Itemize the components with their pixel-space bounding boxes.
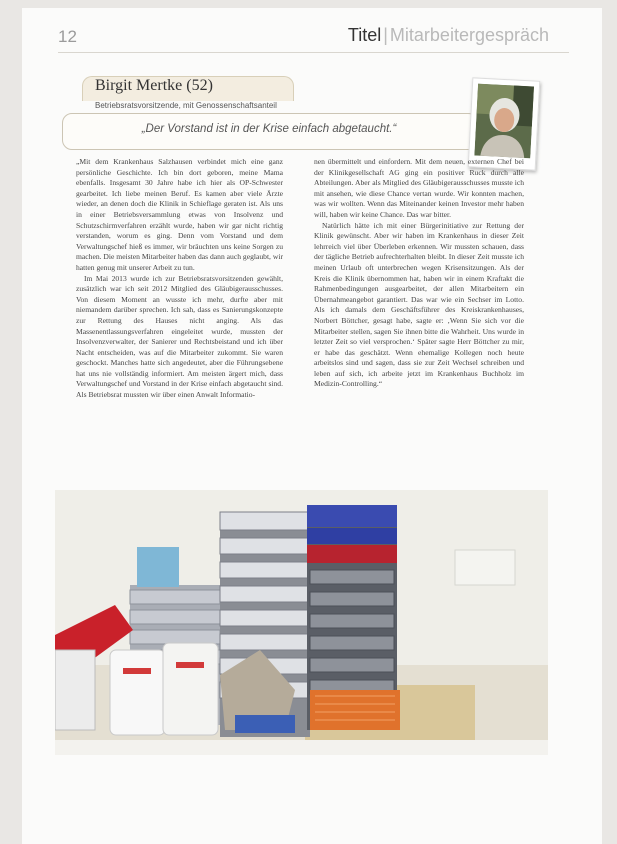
section-header	[348, 25, 549, 46]
page-number: 12	[58, 27, 77, 46]
section-separator: |	[383, 25, 388, 45]
person-role: Betriebsratsvorsitzende, mit Genossenschaftsanteil	[95, 101, 277, 110]
section-subtitle: Mitarbeitergespräch	[389, 25, 549, 45]
article-paragraph: nen übermittelt und einfordern. Mit dem neuen, externen Chef bei der Klinikgesellschaft AG ging ein positiver Ruck durch alle Abteilungen. Aber als Mitglied des Gläubigerausschusses musste ich mit ansehen, wie diese Chance vertan wurde. Wir konnten machen, was wir wollten. Wenn das Miteinander keinen Investor mehr haben will, haben wir keine Chance. Das war bitter.	[314, 157, 524, 219]
article-paragraph: „Mit dem Krankenhaus Salzhausen verbindet mich eine ganz persönliche Geschichte. Ich bin dort geboren, meine Mama ebenfalls. Insgesamt 30 Jahre habe ich hier als OP-Schwester gearbeitet. Ich liebe meinen Beruf. Es kamen aber viele Ärzte wieder, an denen doch die Klinik in Schieflage geraten ist. Als uns in einer Betriebsversammlung etwas von Insolvenz und Schutzschirmverfahren erzählt wurde, haben wir gar nicht richtig verstanden, worum es ging. Denn vom Vorstand und dem Verwaltungschef hieß es immer, wir bräuchten uns keine Sorgen zu machen. Die meisten Mitarbeiter haben das dann auch geglaubt, wir hatten genug mit unserer Arbeit zu tun.	[76, 157, 283, 272]
person-name: Birgit Mertke (52)	[95, 77, 213, 94]
header-rule	[58, 52, 569, 53]
section-title: Titel	[347, 25, 382, 45]
article-paragraph: Natürlich hätte ich mit einer Bürgerinitiative zur Rettung der Klinik gewünscht. Aber wir haben im Krankenhaus in dieser Zeit lehrreich viel über Überleben erkennen. Wir mussten schauen, dass der tägliche Betrieb aufrechterhalten bleibt. In dieser Zeit musste ich meinen Urlaub oft unterbrechen wegen Krisensitzungen. Als der Kreis die Klinik übernommen hat, haben wir in einem Kraftakt die Rahmenbedingungen ausgearbeitet, der allen Mitarbeitern ein Übernahmeangebot garantiert. Das war wie ein Sechser im Lotto. Als ich damals dem Geschäftsführer des Kreiskrankenhauses, Norbert Böttcher, gesagt habe, sagte er: ‚Wenn Sie sich vor die Mitarbeiter stellen, sagen Sie ihnen bitte die Wahrheit. Uns wurde in letzter Zeit so viel versprochen.‘ Später sagte Herr Böttcher zu mir, er habe das geschätzt. Wenn ehemalige Kollegen noch heute arbeitslos sind und sagen, dass sie zur Zeit Wechsel schreiben und leben auf sich, ich arbeite jetzt im Krankenhaus Buchholz im Medizin-Controlling.“	[314, 220, 524, 389]
portrait-image	[474, 84, 534, 159]
article-column-left	[76, 157, 283, 401]
article-column-right	[314, 157, 524, 390]
article-paragraph: Im Mai 2013 wurde ich zur Betriebsratsvorsitzenden gewählt, zusätzlich war ich seit 2012 Mitglied des Gläubigerausschusses. Von diesem Moment an wusste ich mehr, durfte aber mit niemandem darüber sprechen. Ich sah, dass es Sanierungskonzepte zur Rettung des Hauses nicht anging. Als das Massenentlassungsverfahren eingeleitet wurde, mussten der Insolvenzverwalter, der Sanierer und Rechtsbeistand und ich über Nacht entscheiden, was auf die Mitarbeiter zukommt. Sie waren geschockt. Manches hatte sich angedeutet, aber die Führungsebene hat uns nie vollständig informiert. Am meisten ärgert mich, dass Verwaltungschef und Vorstand in der Krise einfach abgetaucht sind. Als Betriebsrat mussten wir über einen Anwalt Informatio-	[76, 273, 283, 400]
office-shelves-image	[55, 490, 548, 755]
pull-quote: „Der Vorstand ist in der Krise einfach abgetaucht.“	[141, 123, 397, 135]
article-photo	[55, 490, 548, 755]
